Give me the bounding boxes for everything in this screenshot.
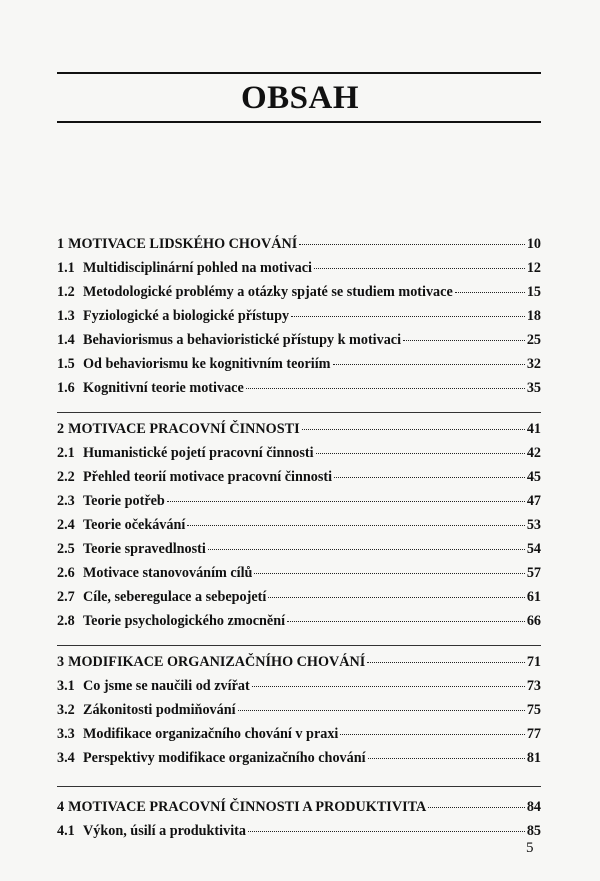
toc-entry[interactable] xyxy=(57,445,541,469)
toc-entry[interactable] xyxy=(57,750,541,774)
entry-title: Teorie očekávání xyxy=(83,517,186,533)
entry-number: 2.1 xyxy=(57,445,75,461)
entry-title: Výkon, úsilí a produktivita xyxy=(83,823,246,839)
page-ref: 53 xyxy=(526,517,541,533)
dot-leader xyxy=(428,807,525,808)
entry-title: Perspektivy modifikace organizačního chování xyxy=(83,750,366,766)
toc-entry[interactable] xyxy=(57,517,541,541)
page-ref: 75 xyxy=(526,702,541,718)
entry-number: 2.5 xyxy=(57,541,75,557)
dot-leader xyxy=(403,340,525,341)
dot-leader xyxy=(314,268,525,269)
entry-title: Teorie psychologického zmocnění xyxy=(83,613,286,629)
chapter-title: MOTIVACE LIDSKÉHO CHOVÁNÍ xyxy=(68,236,298,252)
toc-chapter-entry[interactable] xyxy=(57,421,541,445)
dot-leader xyxy=(367,662,525,663)
entry-title: Fyziologické a biologické přístupy xyxy=(83,308,290,324)
entry-title: Kognitivní teorie motivace xyxy=(83,380,244,396)
entry-number: 1.2 xyxy=(57,284,75,300)
toc-entry[interactable] xyxy=(57,613,541,637)
entry-title: Zákonitosti podmiňování xyxy=(83,702,236,718)
toc-entry[interactable] xyxy=(57,541,541,565)
toc-entry[interactable] xyxy=(57,469,541,493)
chapter-number: 4 xyxy=(57,799,65,815)
page-ref: 25 xyxy=(526,332,541,348)
page-ref: 77 xyxy=(526,726,541,742)
entry-title: Multidisciplinární pohled na motivaci xyxy=(83,260,313,276)
toc-entry[interactable] xyxy=(57,678,541,702)
toc-section-1 xyxy=(57,232,541,413)
entry-number: 3.2 xyxy=(57,702,75,718)
entry-title: Od behaviorismu ke kognitivním teoriím xyxy=(83,356,331,372)
toc-entry[interactable] xyxy=(57,565,541,589)
dot-leader xyxy=(187,525,524,526)
entry-number: 2.8 xyxy=(57,613,75,629)
entry-number: 3.4 xyxy=(57,750,75,766)
dot-leader xyxy=(238,710,525,711)
entry-title: Co jsme se naučili od zvířat xyxy=(83,678,250,694)
entry-number: 2.6 xyxy=(57,565,75,581)
dot-leader xyxy=(291,316,525,317)
dot-leader xyxy=(340,734,524,735)
entry-number: 2.2 xyxy=(57,469,75,485)
page-ref: 61 xyxy=(526,589,541,605)
entry-title: Teorie potřeb xyxy=(83,493,165,509)
toc-section-3 xyxy=(57,646,541,787)
page-ref: 18 xyxy=(526,308,541,324)
page-ref: 84 xyxy=(526,799,541,815)
entry-title: Přehled teorií motivace pracovní činnosti xyxy=(83,469,333,485)
dot-leader xyxy=(254,573,524,574)
page-ref: 54 xyxy=(526,541,541,557)
toc-chapter-entry[interactable] xyxy=(57,654,541,678)
dot-leader xyxy=(333,364,525,365)
toc-chapter-entry[interactable] xyxy=(57,799,541,823)
toc-entry[interactable] xyxy=(57,356,541,380)
dot-leader xyxy=(334,477,525,478)
chapter-title: MOTIVACE PRACOVNÍ ČINNOSTI A PRODUKTIVITA xyxy=(68,799,427,815)
chapter-number: 1 xyxy=(57,236,65,252)
title-rule-bottom xyxy=(57,121,541,123)
entry-number: 2.3 xyxy=(57,493,75,509)
page-ref: 10 xyxy=(526,236,541,252)
dot-leader xyxy=(368,758,525,759)
page-ref: 15 xyxy=(526,284,541,300)
page-ref: 35 xyxy=(526,380,541,396)
dot-leader xyxy=(246,388,525,389)
page-ref: 85 xyxy=(526,823,541,839)
toc-entry[interactable] xyxy=(57,589,541,613)
entry-number: 4.1 xyxy=(57,823,75,839)
title-rule-top xyxy=(57,72,541,74)
entry-number: 1.3 xyxy=(57,308,75,324)
entry-title: Metodologické problémy a otázky spjaté se studiem motivace xyxy=(83,284,453,300)
page-ref: 81 xyxy=(526,750,541,766)
dot-leader xyxy=(299,244,525,245)
toc-entry[interactable] xyxy=(57,823,541,847)
toc-entry[interactable] xyxy=(57,308,541,332)
toc-entry[interactable] xyxy=(57,260,541,284)
page-ref: 47 xyxy=(526,493,541,509)
entry-number: 3.3 xyxy=(57,726,75,742)
dot-leader xyxy=(302,429,525,430)
chapter-title: MODIFIKACE ORGANIZAČNÍHO CHOVÁNÍ xyxy=(68,654,366,670)
page-ref: 42 xyxy=(526,445,541,461)
page-ref: 41 xyxy=(526,421,541,437)
toc-entry[interactable] xyxy=(57,726,541,750)
entry-number: 1.6 xyxy=(57,380,75,396)
dot-leader xyxy=(208,549,525,550)
toc-section-2 xyxy=(57,413,541,646)
entry-title: Behaviorismus a behavioristické přístupy k motivaci xyxy=(83,332,402,348)
toc-entry[interactable] xyxy=(57,493,541,517)
toc-chapter-entry[interactable] xyxy=(57,236,541,260)
table-of-contents xyxy=(57,232,541,847)
entry-title: Motivace stanovováním cílů xyxy=(83,565,253,581)
toc-section-4 xyxy=(57,787,541,847)
entry-number: 1.1 xyxy=(57,260,75,276)
dot-leader xyxy=(316,453,525,454)
page-ref: 71 xyxy=(526,654,541,670)
dot-leader xyxy=(287,621,525,622)
dot-leader xyxy=(268,597,524,598)
page-ref: 57 xyxy=(526,565,541,581)
entry-number: 2.4 xyxy=(57,517,75,533)
toc-entry[interactable] xyxy=(57,380,541,404)
entry-title: Teorie spravedlnosti xyxy=(83,541,206,557)
dot-leader xyxy=(248,831,525,832)
page-ref: 32 xyxy=(526,356,541,372)
toc-entry[interactable] xyxy=(57,702,541,726)
dot-leader xyxy=(167,501,525,502)
toc-entry[interactable] xyxy=(57,332,541,356)
chapter-number: 2 xyxy=(57,421,65,437)
entry-number: 1.5 xyxy=(57,356,75,372)
entry-title: Humanistické pojetí pracovní činnosti xyxy=(83,445,314,461)
entry-number: 3.1 xyxy=(57,678,75,694)
page-ref: 73 xyxy=(526,678,541,694)
entry-title: Modifikace organizačního chování v praxi xyxy=(83,726,339,742)
page-number: 5 xyxy=(526,840,534,856)
entry-number: 1.4 xyxy=(57,332,75,348)
dot-leader xyxy=(455,292,525,293)
entry-number: 2.7 xyxy=(57,589,75,605)
dot-leader xyxy=(252,686,525,687)
toc-entry[interactable] xyxy=(57,284,541,308)
chapter-title: MOTIVACE PRACOVNÍ ČINNOSTI xyxy=(68,421,300,437)
page-ref: 45 xyxy=(526,469,541,485)
page-ref: 12 xyxy=(526,260,541,276)
page-ref: 66 xyxy=(526,613,541,629)
page-title: OBSAH xyxy=(240,80,360,116)
entry-title: Cíle, seberegulace a sebepojetí xyxy=(83,589,267,605)
chapter-number: 3 xyxy=(57,654,65,670)
